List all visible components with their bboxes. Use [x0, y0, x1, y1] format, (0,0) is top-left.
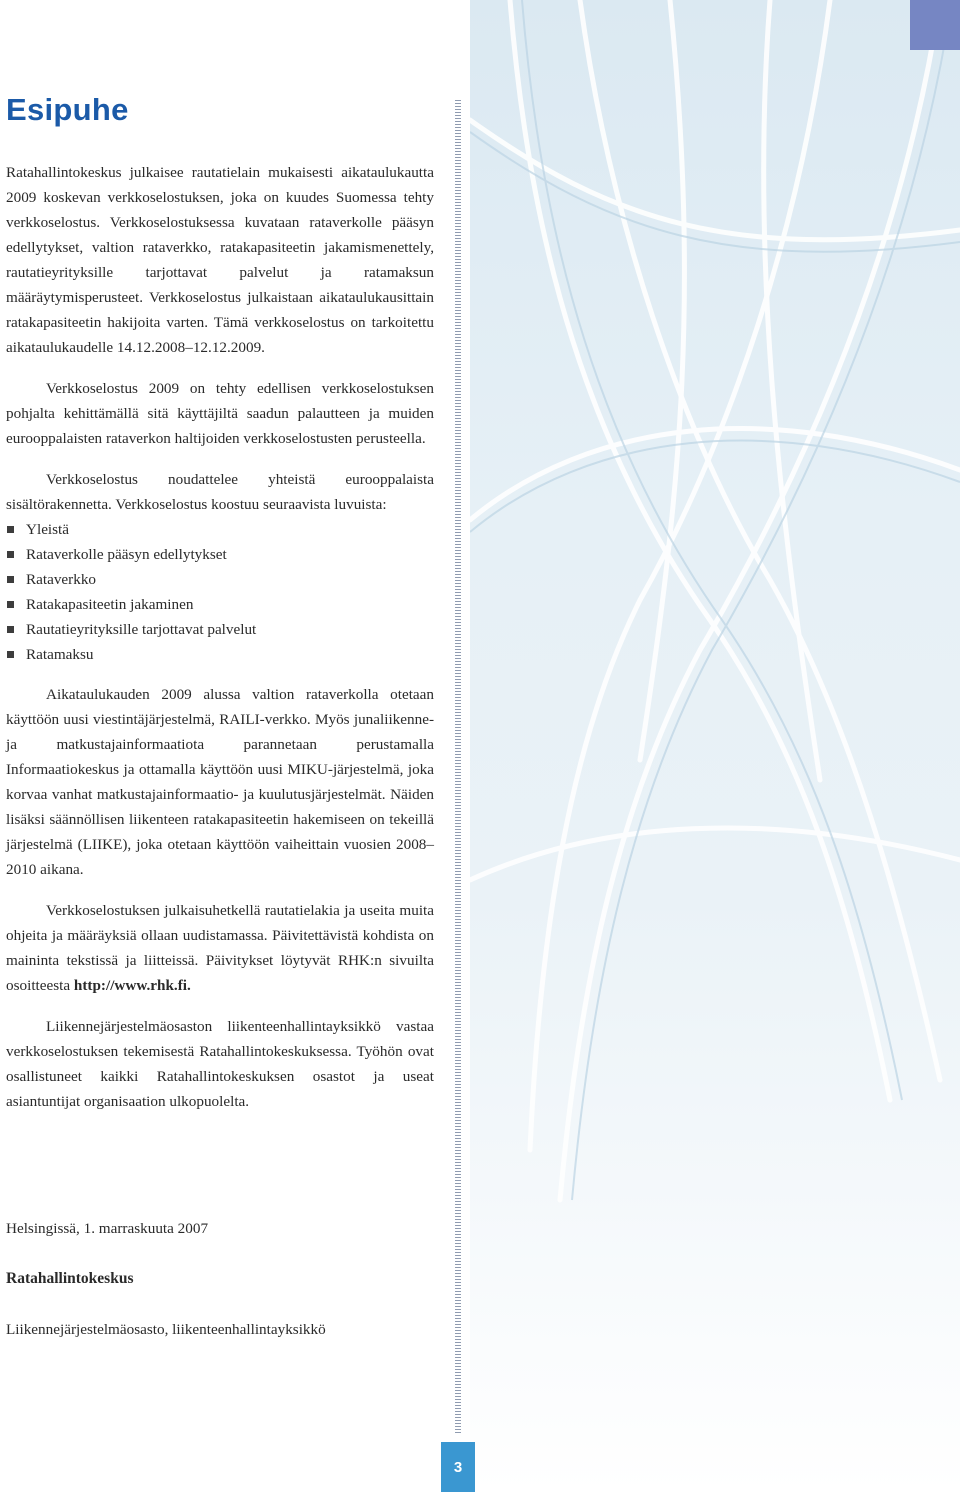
list-item: Ratakapasiteetin jakaminen: [6, 592, 434, 617]
paragraph-updates: [6, 898, 434, 998]
list-item: Rataverkko: [6, 567, 434, 592]
rail-tracks-image: [470, 0, 960, 1492]
paragraph-responsibility: Liikennejärjestelmäosaston liikenteenhallintayksikkö vastaa verkkoselostuksen tekemisestä Ratahallintokeskuksessa. Työhön ovat osallistuneet kaikki Ratahallintokeskuksen osastot ja useat asiantuntijat organisaation ulkopuolelta.: [6, 1018, 434, 1110]
list-item: Ratamaksu: [6, 642, 434, 667]
paragraph-updates-text: Verkkoselostuksen julkaisuhetkellä rautatielakia ja useita muita ohjeita ja määräyksiä ollaan uudistamassa. Päivitettävistä kohdista on maininta tekstissä ja liitteissä. Päivitykset löytyvät RHK:n sivuilta osoitteesta: [6, 902, 434, 994]
list-item: Rautatieyrityksille tarjottavat palvelut: [6, 617, 434, 642]
signature-department: Liikennejärjestelmäosasto, liikenteenhallintayksikkö: [6, 1321, 326, 1338]
signature-place-date: Helsingissä, 1. marraskuuta 2007: [6, 1220, 209, 1237]
paragraph-basis: Verkkoselostus 2009 on tehty edellisen verkkoselostuksen pohjalta kehittämällä sitä käyttäjiltä saadun palautteen ja muiden eurooppalaisten rataverkon haltijoiden verkkoselostusten perusteella.: [6, 380, 434, 447]
paragraph-intro: Ratahallintokeskus julkaisee rautatielain mukaisesti aikataulukautta 2009 koskevan verkkoselostuksen, joka on kuudes Suomessa tehty verkkoselostus. Verkkoselostuksessa kuvataan rataverkolle pääsyn edellytykset, valtion rataverkko, ratakapasiteetin jakamismenettely, rautatieyrityksille tarjottavat palvelut ja ratamaksun määräytymisperusteet. Verkkoselostus julkaistaan aikataulukausittain ratakapasiteetin hakijoita varten. Tämä verkkoselostus on tarkoitettu aikataulukaudelle 14.12.2008–12.12.2009.: [6, 164, 434, 356]
page-title: Esipuhe: [6, 92, 129, 127]
dotted-divider: [455, 100, 461, 1435]
paragraph-systems: Aikataulukauden 2009 alussa valtion rataverkolla otetaan käyttöön uusi viestintäjärjestelmä, RAILI-verkko. Myös junaliikenne- ja matkustajainformaatiota parannetaan perustamalla Informaatiokeskus ja ottamalla käyttöön uusi MIKU-järjestelmä, joka korvaa vanhat matkustajainformaatio- ja kuulutusjärjestelmät. Näiden lisäksi säännöllisen liikenteen ratakapasiteetin hakemiseen on tekeillä järjestelmä (LIIKE), joka otetaan käyttöön vaiheittain vuosien 2008–2010 aikana.: [6, 686, 434, 878]
list-item: Rataverkolle pääsyn edellytykset: [6, 542, 434, 567]
page-number: 3: [441, 1442, 475, 1492]
rail-tracks-icon: [470, 0, 960, 1492]
rhk-link[interactable]: http://www.rhk.fi.: [73, 977, 191, 994]
list-item: Yleistä: [6, 517, 434, 542]
body-text: [6, 160, 434, 1114]
chapter-list: [6, 517, 434, 667]
corner-color-block: [910, 0, 960, 50]
signature-organization: Ratahallintokeskus: [6, 1270, 134, 1287]
paragraph-structure: Verkkoselostus noudattelee yhteistä eurooppalaista sisältörakennetta. Verkkoselostus koostuu seuraavista luvuista:: [6, 471, 434, 513]
